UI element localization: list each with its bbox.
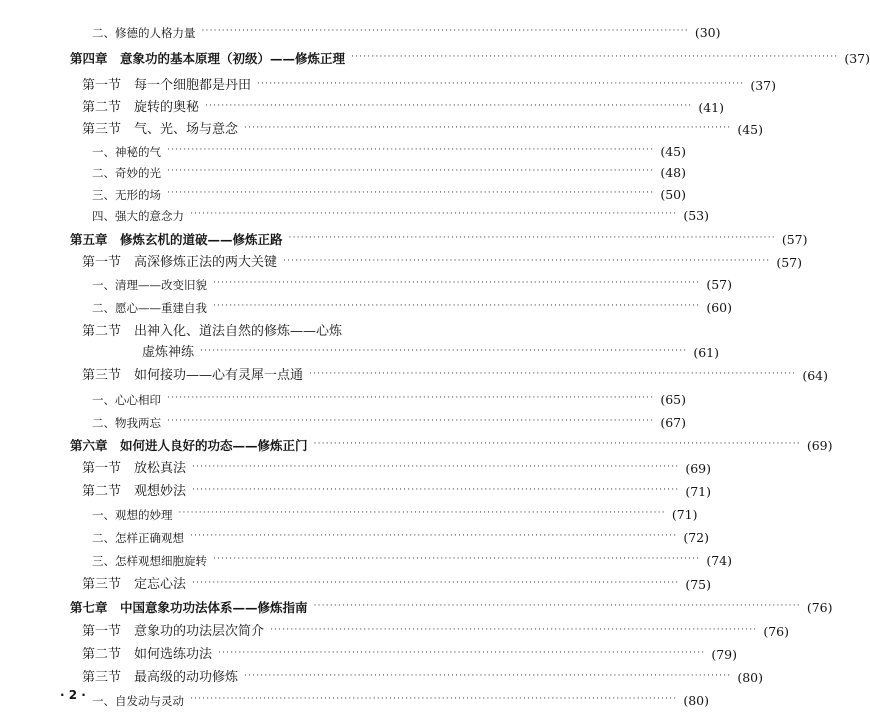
toc-entry-sub[interactable] (92, 164, 686, 180)
dot-leader: ························································································································ (244, 671, 732, 681)
toc-entry-label: 一、观想的妙理 (92, 507, 173, 522)
dot-leader: ························································································································ (167, 166, 655, 176)
dot-leader: ························································································································ (200, 346, 688, 356)
toc-entry-sub[interactable] (92, 276, 732, 292)
toc-entry-label: 二、奇妙的光 (92, 165, 161, 180)
toc-entry-sub[interactable] (92, 552, 732, 568)
toc-entry-section[interactable] (82, 576, 711, 592)
toc-entry-page: (45) (737, 121, 763, 137)
toc-entry-chapter[interactable] (70, 599, 833, 615)
toc-entry-sub[interactable] (92, 692, 709, 708)
toc-entry-label: 一、神秘的气 (92, 144, 161, 159)
dot-leader: ························································································································ (270, 625, 758, 635)
toc-entry-label: 第三节 如何接功——心有灵犀一点通 (82, 368, 304, 383)
dot-leader: ························································································································ (192, 485, 680, 495)
toc-entry-sub[interactable] (92, 529, 709, 545)
toc-entry-label: 三、无形的场 (92, 187, 161, 202)
toc-entry-section[interactable] (82, 460, 711, 476)
toc-entry-page: (57) (776, 254, 802, 270)
toc-entry-page: (80) (737, 669, 763, 685)
toc-entry-page: (71) (671, 506, 698, 522)
toc-entry-label: 第二节 旋转的奥秘 (82, 100, 200, 115)
dot-leader: ························································································································ (213, 278, 701, 288)
toc-entry-page: (71) (685, 483, 711, 499)
toc-entry-page: (76) (806, 599, 833, 615)
page-number: · 2 · (60, 688, 86, 702)
dot-leader: ························································································································ (313, 439, 801, 449)
toc-entry-label: 第一节 每一个细胞都是丹田 (82, 78, 252, 93)
dot-leader: ························································································································ (257, 79, 745, 89)
toc-entry-section[interactable] (82, 367, 828, 383)
toc-entry-page: (72) (683, 529, 709, 545)
dot-leader: ························································································································ (190, 209, 678, 219)
toc-entry-page: (53) (683, 207, 709, 223)
toc-entry-chapter[interactable] (70, 50, 870, 66)
toc-entry-chapter[interactable] (70, 231, 808, 247)
toc-entry-page: (67) (660, 414, 686, 430)
toc-entry-label: 第二节 如何选练功法 (82, 647, 213, 662)
dot-leader: ························································································································ (213, 301, 701, 311)
toc-entry-section[interactable] (82, 669, 763, 685)
toc-entry-page: (80) (683, 692, 709, 708)
toc-entry-sub[interactable] (92, 207, 709, 223)
dot-leader: ························································································································ (178, 508, 666, 518)
toc-entry-label: 第三节 最高级的动功修炼 (82, 670, 239, 685)
toc-entry-label: 第四章 意象功的基本原理（初级）——修炼正理 (70, 50, 346, 66)
dot-leader: ························································································································ (167, 188, 655, 198)
toc-entry-page: (45) (660, 143, 686, 159)
toc-entry-page: (30) (694, 24, 721, 40)
toc-entry-page: (69) (806, 437, 833, 453)
toc-entry-sub[interactable] (92, 143, 686, 159)
toc-entry-label: 二、愿心——重建自我 (92, 300, 207, 315)
toc-entry-page: (74) (706, 552, 732, 568)
toc-entry-section[interactable] (82, 483, 711, 499)
toc-entry-label: 二、怎样正确观想 (92, 530, 184, 545)
toc-entry-label: 一、心心相印 (92, 392, 161, 407)
toc-entry-label: 一、自发动与灵动 (92, 693, 184, 708)
toc-entry-section[interactable] (82, 77, 776, 93)
dot-leader: ························································································································ (201, 26, 689, 36)
dot-leader: ························································································································ (205, 101, 693, 111)
toc-entry-sub[interactable] (92, 506, 698, 522)
toc-entry-cont[interactable] (142, 344, 719, 360)
toc-entry-page: (41) (698, 99, 724, 115)
dot-leader: ························································································································ (213, 554, 701, 564)
toc-entry-page: (76) (763, 623, 789, 639)
toc-entry-page: (64) (802, 367, 828, 383)
toc-entry-section[interactable] (82, 325, 470, 338)
toc-entry-label: 第七章 中国意象功功法体系——修炼指南 (70, 599, 308, 615)
toc-entry-page: (61) (693, 344, 719, 360)
toc-entry-page: (37) (844, 50, 870, 66)
toc-entry-page: (60) (706, 299, 732, 315)
toc-entry-label: 第三节 气、光、场与意念 (82, 122, 239, 137)
dot-leader: ························································································································ (190, 531, 678, 541)
toc-entry-label: 虚炼神练 (142, 345, 195, 360)
toc-entry-label: 第六章 如何进人良好的功态——修炼正门 (70, 437, 308, 453)
dot-leader: ························································································································ (283, 256, 771, 266)
dot-leader: ························································································································ (351, 52, 839, 62)
toc-entry-page: (37) (750, 77, 776, 93)
toc-entry-sub[interactable] (92, 299, 732, 315)
toc-entry-label: 一、清理——改变旧貌 (92, 277, 207, 292)
dot-leader: ························································································································ (218, 648, 706, 658)
toc-entry-label: 第二节 出神入化、道法自然的修炼——心炼 (82, 324, 343, 339)
toc-entry-page: (79) (711, 646, 737, 662)
toc-entry-label: 第一节 放松真法 (82, 461, 187, 476)
toc-entry-page: (65) (660, 391, 686, 407)
dot-leader: ························································································································ (167, 416, 655, 426)
toc-entry-sub[interactable] (92, 391, 686, 407)
toc-entry-label: 第二节 观想妙法 (82, 484, 187, 499)
dot-leader: ························································································································ (167, 145, 655, 155)
toc-entry-label: 四、强大的意念力 (92, 208, 184, 223)
toc-entry-label: 二、物我两忘 (92, 415, 161, 430)
toc-entry-label: 第三节 定忘心法 (82, 577, 187, 592)
toc-entry-label: 第一节 意象功的功法层次简介 (82, 624, 265, 639)
toc-entry-section[interactable] (82, 121, 763, 137)
toc-entry-sub[interactable] (92, 24, 721, 40)
toc-entry-page: (57) (781, 231, 808, 247)
toc-entry-section[interactable] (82, 623, 789, 639)
toc-entry-label: 三、怎样观想细胞旋转 (92, 553, 207, 568)
dot-leader: ························································································································ (244, 123, 732, 133)
toc-entry-sub[interactable] (92, 186, 686, 202)
toc-entry-section[interactable] (82, 254, 802, 270)
dot-leader: ························································································································ (192, 462, 680, 472)
toc-entry-label: 二、修德的人格力量 (92, 25, 196, 40)
toc-entry-page: (75) (685, 576, 711, 592)
toc-entry-chapter[interactable] (70, 437, 833, 453)
dot-leader: ························································································································ (190, 694, 678, 704)
toc-entry-page: (57) (706, 276, 732, 292)
toc-entry-label: 第一节 高深修炼正法的两大关键 (82, 255, 278, 270)
dot-leader: ························································································································ (288, 233, 776, 243)
toc-entry-sub[interactable] (92, 414, 686, 430)
toc-entry-section[interactable] (82, 99, 724, 115)
dot-leader: ························································································································ (313, 601, 801, 611)
dot-leader: ························································································································ (167, 393, 655, 403)
toc-entry-page: (69) (685, 460, 711, 476)
toc-entry-label: 第五章 修炼玄机的道破——修炼正路 (70, 231, 283, 247)
toc-entry-section[interactable] (82, 646, 737, 662)
toc-entry-page: (50) (660, 186, 686, 202)
toc-entry-page: (48) (660, 164, 686, 180)
dot-leader: ························································································································ (309, 369, 797, 379)
dot-leader: ························································································································ (192, 578, 680, 588)
